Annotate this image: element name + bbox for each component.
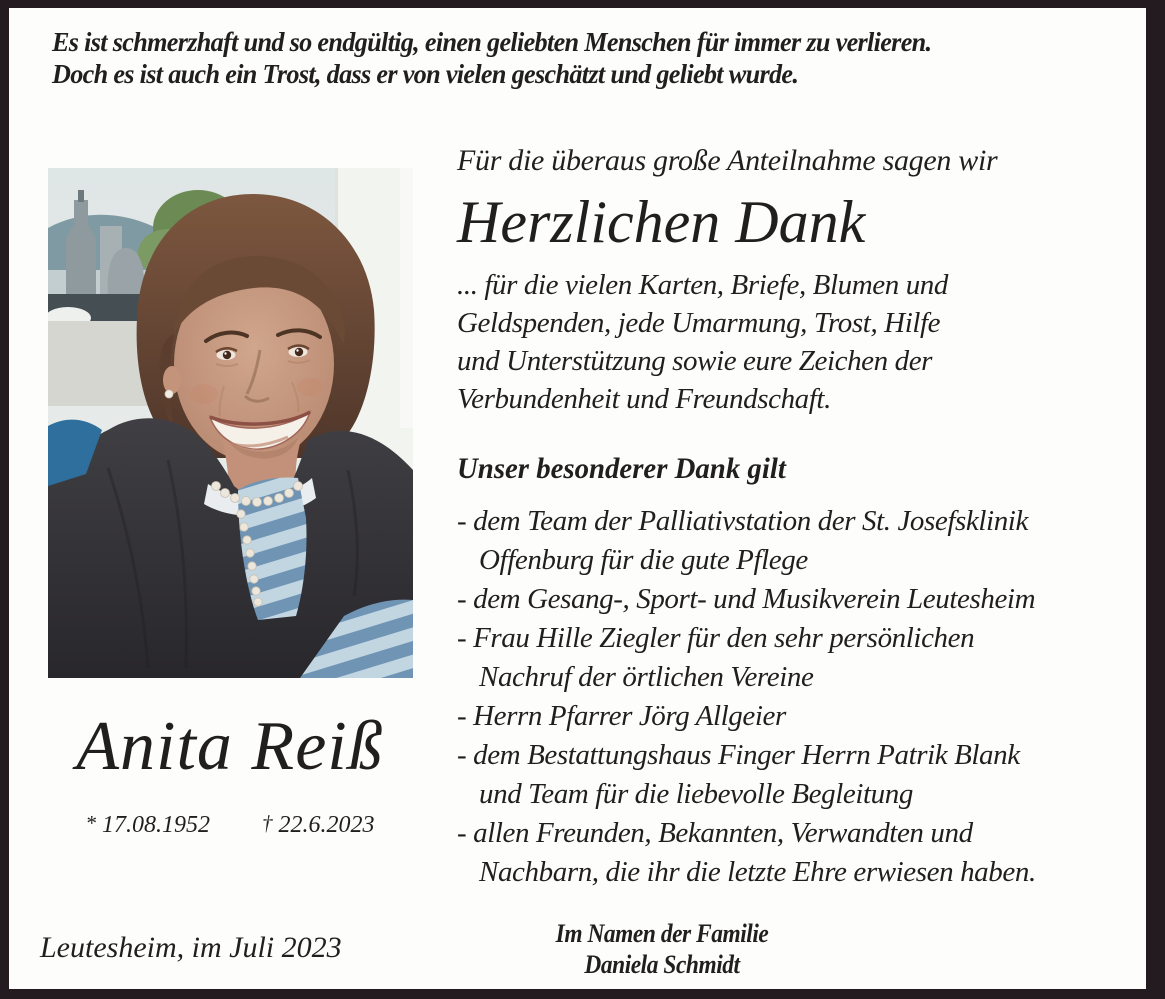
signature-line1: Im Namen der Familie	[555, 919, 769, 948]
list-item: - Herrn Pfarrer Jörg Allgeier	[457, 700, 786, 732]
thanks-intro: Für die überaus große Anteilnahme sagen wir	[457, 144, 998, 177]
special-thanks-heading: Unser besonderer Dank gilt	[457, 452, 786, 485]
list-item-continuation: und Team für die liebevolle Begleitung	[479, 778, 913, 810]
special-thanks-list	[457, 502, 1157, 892]
list-item-continuation: Nachruf der örtlichen Vereine	[479, 661, 814, 693]
death-date: † 22.6.2023	[262, 811, 375, 838]
family-signature	[478, 918, 847, 980]
deceased-name: Anita Reiß	[76, 708, 384, 785]
list-item: - allen Freunden, Bekannten, Verwandten und	[457, 817, 973, 849]
list-item: - dem Gesang-, Sport- und Musikverein Leutesheim	[457, 583, 1036, 615]
birth-date: * 17.08.1952	[85, 811, 210, 838]
life-dates	[40, 810, 420, 840]
pearl-earring	[165, 390, 173, 398]
epigraph-line1: Es ist schmerzhaft und so endgültig, einen geliebten Menschen für immer zu verlieren.	[52, 27, 932, 57]
died-symbol: †	[262, 811, 273, 835]
frame-border-left	[0, 0, 9, 999]
thanks-headline: Herzlichen Dank	[457, 189, 866, 255]
portrait-photo	[48, 168, 413, 678]
place-date: Leutesheim, im Juli 2023	[40, 931, 342, 964]
epigraph	[52, 26, 1100, 90]
frame-border-top	[0, 0, 1165, 8]
list-item: - dem Bestattungshaus Finger Herrn Patrik Blank	[457, 739, 1020, 771]
thanks-body: ... für die vielen Karten, Briefe, Blumen und Geldspenden, jede Umarmung, Trost, Hilfe und Unterstützung sowie eure Zeichen der Verbundenheit und Freundschaft.	[457, 269, 949, 415]
list-item: - dem Team der Palliativstation der St. Josefsklinik	[457, 505, 1028, 537]
frame-border-bottom	[0, 989, 1165, 999]
epigraph-line2: Doch es ist auch ein Trost, dass er von vielen geschätzt und geliebt wurde.	[52, 59, 799, 89]
list-item: - Frau Hille Ziegler für den sehr persönlichen	[457, 622, 975, 654]
list-item-continuation: Offenburg für die gute Pflege	[479, 544, 808, 576]
signature-line2: Daniela Schmidt	[584, 950, 740, 979]
list-item-continuation: Nachbarn, die ihr die letzte Ehre erwiesen haben.	[479, 856, 1036, 888]
ear	[163, 366, 181, 394]
born-symbol: *	[85, 811, 96, 835]
